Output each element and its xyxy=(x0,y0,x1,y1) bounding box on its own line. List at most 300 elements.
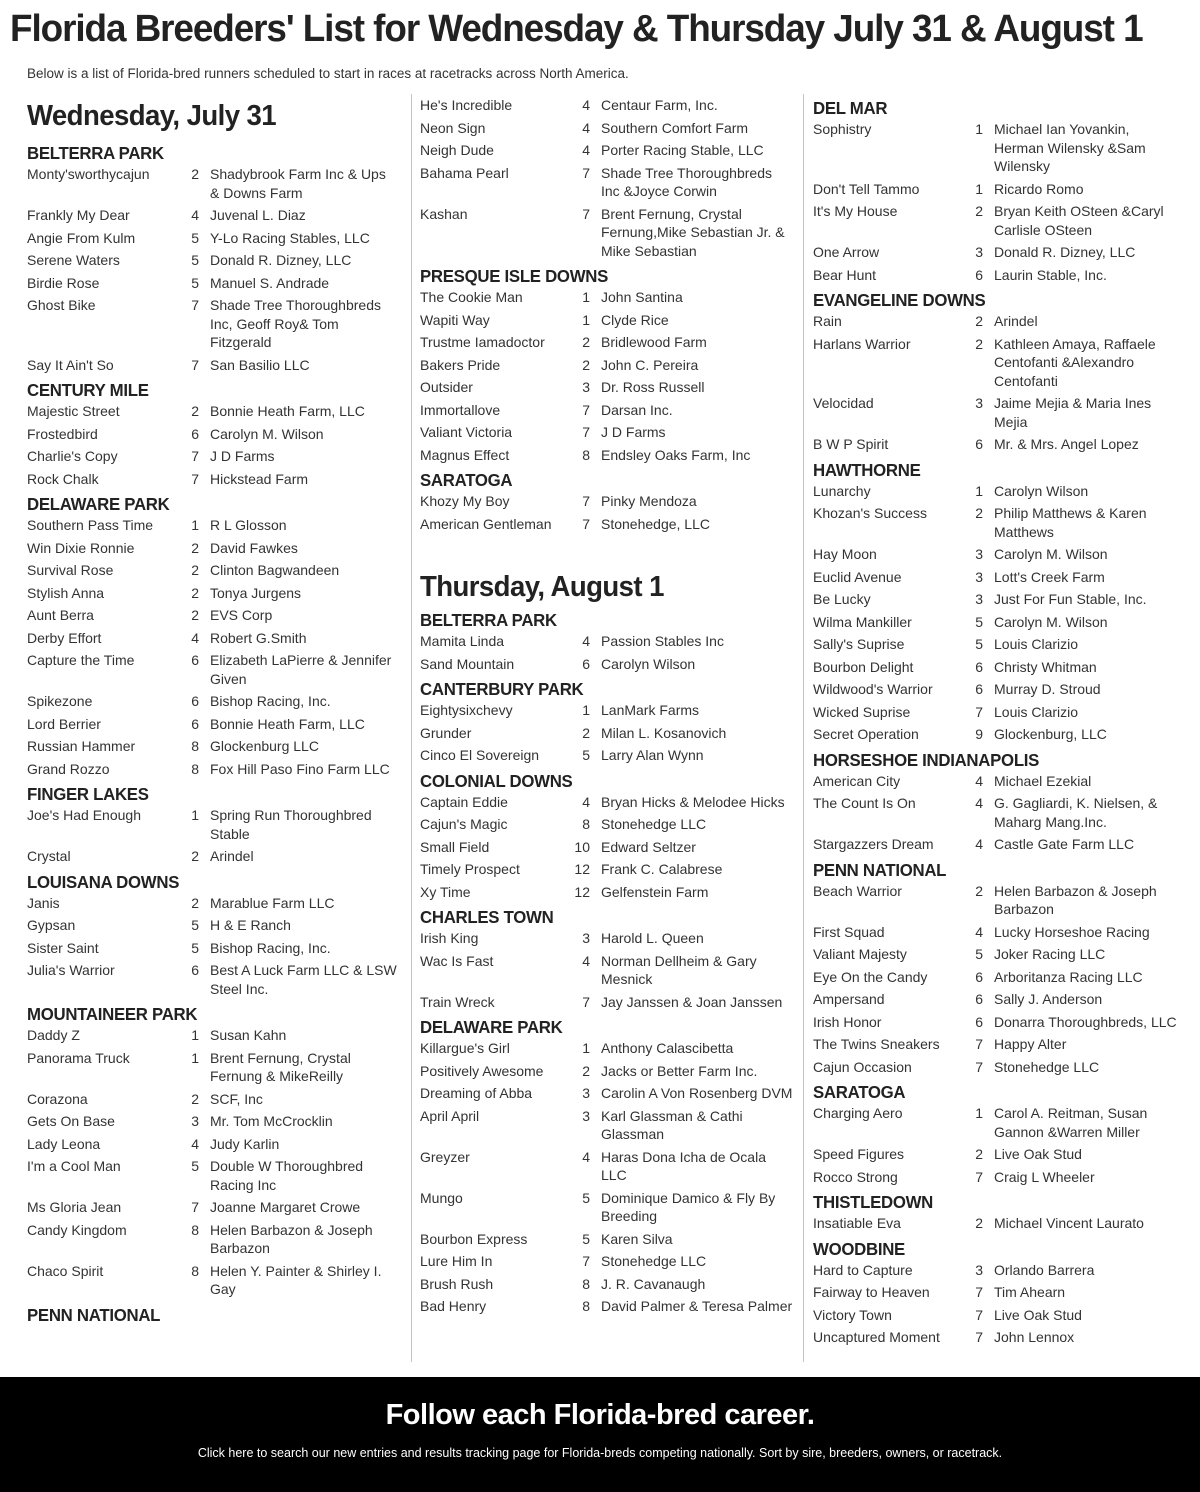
horse-name: Hay Moon xyxy=(813,546,877,562)
horse-name: Bourbon Delight xyxy=(813,658,914,675)
breeder-name: Philip Matthews & Karen Matthews xyxy=(994,505,1147,540)
horse-name: Train Wreck xyxy=(420,993,495,1010)
post-position: 2 xyxy=(975,335,983,352)
post-position: 3 xyxy=(191,1113,199,1129)
breeder-name: Carolyn M. Wilson xyxy=(994,546,1108,562)
track-group xyxy=(813,98,1178,1349)
post-position: 4 xyxy=(975,923,983,940)
entry-row xyxy=(420,653,794,676)
entry-row xyxy=(27,959,397,1000)
horse-name: It's My House xyxy=(813,203,898,219)
post-position: 5 xyxy=(191,917,199,933)
horse-name: Wac Is Fast xyxy=(420,952,494,969)
breeder-name: Karen Silva xyxy=(601,1230,673,1247)
post-position: 6 xyxy=(191,715,199,732)
horse-name: B W P Spirit xyxy=(813,436,889,452)
entry-row xyxy=(27,604,397,627)
track-group xyxy=(420,610,794,1318)
entry-row xyxy=(813,1212,1178,1235)
breeder-name: Harold L. Queen xyxy=(601,930,704,946)
entry-row xyxy=(813,1304,1178,1327)
entry-row xyxy=(813,701,1178,724)
entry-row xyxy=(27,1260,397,1301)
breeder-name: Helen Y. Painter & Shirley I. Gay xyxy=(210,1262,382,1297)
entry-row xyxy=(420,991,794,1014)
entry-row xyxy=(27,735,397,758)
breeder-name: Tim Ahearn xyxy=(994,1284,1066,1300)
post-position: 5 xyxy=(191,1158,199,1174)
horse-name: Majestic Street xyxy=(27,403,120,419)
entry-row xyxy=(813,988,1178,1011)
breeder-name: Shade Tree Thoroughbreds Inc &Joyce Corwin xyxy=(601,164,772,199)
breeder-name: Bishop Racing, Inc. xyxy=(210,693,331,709)
horse-name: Say It Ain't So xyxy=(27,356,114,373)
track-name: HAWTHORNE xyxy=(813,459,921,480)
day-heading-thursday: Thursday, August 1 xyxy=(420,571,664,603)
entry-row xyxy=(420,1060,794,1083)
horse-name: Capture the Time xyxy=(27,652,135,668)
entry-row xyxy=(27,272,397,295)
page-title: Florida Breeders' List for Wednesday & Thursday July 31 & August 1 xyxy=(10,8,1143,50)
post-position: 8 xyxy=(582,1298,590,1314)
entry-row xyxy=(27,468,397,491)
horse-name: Khozy My Boy xyxy=(420,493,510,509)
breeder-name: Endsley Oaks Farm, Inc xyxy=(601,446,751,463)
horse-name: Captain Eddie xyxy=(420,793,508,810)
breeder-name: Fox Hill Paso Fino Farm LLC xyxy=(210,760,390,777)
breeder-name: Clyde Rice xyxy=(601,311,669,328)
post-position: 2 xyxy=(975,203,983,219)
post-position: 7 xyxy=(582,424,590,440)
horse-name: April April xyxy=(420,1107,480,1124)
entry-row xyxy=(420,399,794,422)
breeder-name: Bridlewood Farm xyxy=(601,334,707,350)
breeder-name: Kathleen Amaya, Raffaele Centofanti &Alexandro Centofanti xyxy=(994,335,1156,389)
horse-name: Lady Leona xyxy=(27,1135,101,1152)
post-position: 7 xyxy=(582,205,590,222)
post-position: 1 xyxy=(191,1027,199,1043)
horse-name: Win Dixie Ronnie xyxy=(27,539,135,556)
post-position: 10 xyxy=(574,838,590,855)
breeder-name: Castle Gate Farm LLC xyxy=(994,836,1135,852)
footer-banner xyxy=(0,1377,1200,1492)
day-heading-wednesday: Wednesday, July 31 xyxy=(27,100,277,132)
post-position: 2 xyxy=(191,607,199,623)
post-position: 5 xyxy=(191,274,199,291)
post-position: 2 xyxy=(191,584,199,601)
post-position: 7 xyxy=(191,470,199,487)
entry-row xyxy=(420,421,794,444)
entry-row xyxy=(420,1273,794,1296)
entry-row xyxy=(813,880,1178,921)
entry-row xyxy=(420,699,794,722)
horse-name: Greyzer xyxy=(420,1148,470,1165)
breeder-name: Glockenburg LLC xyxy=(210,738,319,754)
post-position: 5 xyxy=(975,636,983,652)
horse-name: Russian Hammer xyxy=(27,738,136,754)
post-position: 2 xyxy=(191,894,199,911)
horse-name: Grand Rozzo xyxy=(27,760,110,777)
entry-row xyxy=(420,513,794,536)
horse-name: Wildwood's Warrior xyxy=(813,681,933,697)
horse-name: Candy Kingdom xyxy=(27,1221,127,1238)
breeder-name: Frank C. Calabrese xyxy=(601,861,723,877)
entry-row xyxy=(27,1219,397,1260)
track-name: CANTERBURY PARK xyxy=(420,679,584,699)
breeder-name: Carolin A Von Rosenberg DVM xyxy=(601,1085,793,1101)
horse-name: Trustme Iamadoctor xyxy=(420,334,545,350)
track-name: EVANGELINE DOWNS xyxy=(813,290,986,310)
horse-name: Brush Rush xyxy=(420,1275,494,1292)
breeder-name: Donald R. Dizney, LLC xyxy=(994,244,1136,260)
horse-name: Gypsan xyxy=(27,917,76,933)
horse-name: Wicked Suprise xyxy=(813,703,911,720)
horse-name: Khozan's Success xyxy=(813,505,927,521)
horse-name: Mungo xyxy=(420,1189,463,1206)
track-name: SARATOGA xyxy=(420,470,513,490)
post-position: 7 xyxy=(191,356,199,373)
post-position: 1 xyxy=(582,311,590,328)
post-position: 2 xyxy=(191,1090,199,1107)
post-position: 7 xyxy=(975,1036,983,1052)
track-name: CHARLES TOWN xyxy=(420,907,554,927)
horse-name: Harlans Warrior xyxy=(813,335,911,352)
horse-name: Beach Warrior xyxy=(813,882,902,899)
entry-row xyxy=(27,937,397,960)
entry-row xyxy=(813,833,1178,856)
horse-name: American City xyxy=(813,772,901,789)
post-position: 3 xyxy=(582,930,590,946)
entry-row xyxy=(813,1102,1178,1143)
breeder-name: Sally J. Anderson xyxy=(994,991,1103,1007)
horse-name: Eightysixchevy xyxy=(420,702,513,718)
entry-row xyxy=(420,331,794,354)
horse-name: First Squad xyxy=(813,923,885,940)
post-position: 4 xyxy=(582,633,590,649)
breeder-name: Mr. & Mrs. Angel Lopez xyxy=(994,436,1139,452)
post-position: 7 xyxy=(582,1253,590,1269)
breeder-name: Bryan Keith OSteen &Caryl Carlisle OSteen xyxy=(994,203,1164,238)
post-position: 6 xyxy=(582,655,590,672)
entry-row xyxy=(813,1326,1178,1349)
horse-name: Rocco Strong xyxy=(813,1168,898,1185)
track-name: LOUISANA DOWNS xyxy=(27,871,180,892)
horse-name: Velocidad xyxy=(813,395,874,411)
horse-name: Xy Time xyxy=(420,883,471,900)
horse-name: Joe's Had Enough xyxy=(27,807,141,823)
horse-name: Rain xyxy=(813,313,842,329)
horse-name: Euclid Avenue xyxy=(813,568,902,585)
entry-row xyxy=(27,559,397,582)
horse-name: Julia's Warrior xyxy=(27,962,115,978)
post-position: 8 xyxy=(582,1275,590,1292)
post-position: 8 xyxy=(191,760,199,777)
horse-name: Aunt Berra xyxy=(27,607,94,623)
breeder-name: Live Oak Stud xyxy=(994,1146,1082,1162)
column-1 xyxy=(27,94,397,1362)
entry-row xyxy=(420,950,794,991)
horse-name: Positively Awesome xyxy=(420,1062,544,1079)
entry-row xyxy=(813,264,1178,287)
horse-name: Be Lucky xyxy=(813,591,871,607)
post-position: 3 xyxy=(582,1085,590,1101)
horse-name: Frankly My Dear xyxy=(27,207,130,223)
breeder-name: Louis Clarizio xyxy=(994,636,1079,652)
post-position: 2 xyxy=(582,724,590,741)
horse-name: Outsider xyxy=(420,379,473,395)
breeder-name: Best A Luck Farm LLC & LSW Steel Inc. xyxy=(210,962,397,997)
entry-row xyxy=(27,713,397,736)
entry-row xyxy=(27,294,397,354)
entry-row xyxy=(813,433,1178,456)
entry-row xyxy=(27,400,397,423)
breeder-name: Judy Karlin xyxy=(210,1135,280,1152)
track-group xyxy=(420,266,794,535)
horse-name: The Twins Sneakers xyxy=(813,1036,940,1052)
entry-row xyxy=(27,537,397,560)
breeder-name: Shade Tree Thoroughbreds Inc, Geoff Roy& Tom Fitzgerald xyxy=(210,297,381,350)
entry-row xyxy=(813,241,1178,264)
horse-name: The Cookie Man xyxy=(420,289,523,305)
horse-name: Gets On Base xyxy=(27,1113,115,1129)
follow-career-link[interactable]: Follow each Florida-bred career. xyxy=(385,1399,815,1431)
post-position: 5 xyxy=(582,1230,590,1247)
post-position: 7 xyxy=(191,1199,199,1215)
horse-name: Lunarchy xyxy=(813,482,871,499)
entry-row xyxy=(27,1024,397,1047)
breeder-name: Arindel xyxy=(994,313,1038,329)
post-position: 7 xyxy=(191,448,199,464)
entry-row xyxy=(27,690,397,713)
breeder-name: Haras Dona Icha de Ocala LLC xyxy=(601,1148,766,1183)
entry-row xyxy=(813,792,1178,833)
track-name: BELTERRA PARK xyxy=(420,610,557,630)
entry-row xyxy=(420,722,794,745)
breeder-name: Christy Whitman xyxy=(994,658,1097,675)
horse-name: Valiant Majesty xyxy=(813,946,907,962)
post-position: 2 xyxy=(191,562,199,578)
entry-row xyxy=(420,490,794,513)
breeder-name: Michael Ezekial xyxy=(994,772,1092,789)
entry-row xyxy=(27,354,397,377)
post-position: 7 xyxy=(582,493,590,509)
track-name: WOODBINE xyxy=(813,1238,905,1259)
horse-name: Monty'sworthycajun xyxy=(27,166,150,182)
breeder-name: G. Gagliardi, K. Nielsen, & Maharg Mang.Inc. xyxy=(994,795,1158,830)
entry-row xyxy=(420,1187,794,1228)
breeder-name: Manuel S. Andrade xyxy=(210,274,330,291)
entry-row xyxy=(27,227,397,250)
entry-row xyxy=(813,1033,1178,1056)
breeder-name: Mr. Tom McCrocklin xyxy=(210,1113,333,1129)
post-position: 6 xyxy=(975,681,983,697)
post-position: 2 xyxy=(191,848,199,864)
entry-row xyxy=(27,204,397,227)
entry-row xyxy=(813,333,1178,393)
entry-row xyxy=(27,1047,397,1088)
entry-row xyxy=(420,117,794,140)
breeder-name: Stonehedge LLC xyxy=(601,1253,707,1269)
horse-name: Lure Him In xyxy=(420,1253,493,1269)
breeder-name: Glockenburg, LLC xyxy=(994,726,1107,742)
breeder-name: Y-Lo Racing Stables, LLC xyxy=(210,229,370,246)
breeder-name: Southern Comfort Farm xyxy=(601,119,749,136)
breeder-name: Karl Glassman & Cathi Glassman xyxy=(601,1107,743,1142)
breeder-name: Edward Seltzer xyxy=(601,838,696,855)
entry-row xyxy=(27,1088,397,1111)
entry-row xyxy=(27,249,397,272)
post-position: 1 xyxy=(191,517,199,533)
post-position: 6 xyxy=(975,1013,983,1030)
horse-name: Rock Chalk xyxy=(27,470,99,487)
post-position: 7 xyxy=(582,401,590,418)
post-position: 2 xyxy=(191,539,199,556)
breeder-name: SCF, Inc xyxy=(210,1090,263,1107)
horse-name: Sophistry xyxy=(813,121,872,137)
post-position: 4 xyxy=(975,836,983,852)
entry-row xyxy=(27,582,397,605)
breeder-name: Clinton Bagwandeen xyxy=(210,562,340,578)
breeder-name: Carolyn Wilson xyxy=(994,482,1089,499)
post-position: 7 xyxy=(975,1306,983,1323)
breeder-name: Bryan Hicks & Melodee Hicks xyxy=(601,793,785,810)
post-position: 1 xyxy=(975,180,983,197)
horse-name: He's Incredible xyxy=(420,97,513,113)
breeder-name: Bishop Racing, Inc. xyxy=(210,939,331,956)
post-position: 6 xyxy=(191,962,199,978)
horse-name: Bear Hunt xyxy=(813,266,877,283)
track-name: DELAWARE PARK xyxy=(27,494,170,514)
breeder-name: Lucky Horseshoe Racing xyxy=(994,923,1150,940)
horse-name: Insatiable Eva xyxy=(813,1215,901,1231)
breeder-name: David Palmer & Teresa Palmer xyxy=(601,1298,793,1314)
horse-name: Wilma Mankiller xyxy=(813,613,912,630)
track-name: THISTLEDOWN xyxy=(813,1192,934,1212)
post-position: 3 xyxy=(975,591,983,607)
entry-row xyxy=(420,162,794,203)
post-position: 4 xyxy=(582,119,590,136)
entry-row xyxy=(420,1082,794,1105)
post-position: 1 xyxy=(582,702,590,718)
entry-row xyxy=(27,423,397,446)
entry-row xyxy=(813,543,1178,566)
horse-name: Bakers Pride xyxy=(420,356,501,373)
horse-name: Southern Pass Time xyxy=(27,517,154,533)
horse-name: Panorama Truck xyxy=(27,1049,130,1066)
post-position: 6 xyxy=(975,266,983,283)
horse-name: Janis xyxy=(27,894,60,911)
breeder-name: J D Farms xyxy=(210,448,275,464)
horse-name: Speed Figures xyxy=(813,1146,905,1162)
entry-row xyxy=(420,813,794,836)
horse-name: American Gentleman xyxy=(420,515,552,532)
post-position: 2 xyxy=(975,505,983,521)
post-position: 5 xyxy=(582,1189,590,1206)
track-name: PRESQUE ISLE DOWNS xyxy=(420,266,609,286)
breeder-name: Milan L. Kosanovich xyxy=(601,724,727,741)
track-name: HORSESHOE INDIANAPOLIS xyxy=(813,749,1040,770)
post-position: 6 xyxy=(975,968,983,985)
horse-name: Neon Sign xyxy=(420,119,486,136)
breeder-name: Arindel xyxy=(210,848,254,864)
horse-name: Killargue's Girl xyxy=(420,1040,510,1056)
horse-name: Irish Honor xyxy=(813,1013,882,1030)
entry-row xyxy=(813,770,1178,793)
entry-row xyxy=(420,1295,794,1318)
post-position: 5 xyxy=(582,747,590,763)
entry-row xyxy=(813,921,1178,944)
breeder-name: Helen Barbazon & Joseph Barbazon xyxy=(210,1221,373,1256)
horse-name: Eye On the Candy xyxy=(813,968,928,985)
breeder-name: Marablue Farm LLC xyxy=(210,894,335,911)
post-position: 5 xyxy=(975,946,983,962)
post-position: 7 xyxy=(975,703,983,720)
entry-row xyxy=(813,1143,1178,1166)
entry-row xyxy=(420,858,794,881)
breeder-name: Passion Stables Inc xyxy=(601,633,724,649)
search-tracking-page-link[interactable]: Click here to search our new entries and results tracking page for Florida-breds competing nationally. Sort by sire, breeders, owners, or racetrack. xyxy=(197,1446,1003,1460)
horse-name: Valiant Victoria xyxy=(420,424,513,440)
horse-name: Mamita Linda xyxy=(420,633,505,649)
breeder-name: Elizabeth LaPierre & Jennifer Given xyxy=(210,652,392,687)
entry-row xyxy=(813,1281,1178,1304)
horse-name: Lord Berrier xyxy=(27,715,101,732)
post-position: 4 xyxy=(582,952,590,969)
horse-name: Hard to Capture xyxy=(813,1261,913,1278)
post-position: 6 xyxy=(191,652,199,668)
post-position: 8 xyxy=(191,1221,199,1238)
entry-row xyxy=(27,445,397,468)
post-position: 9 xyxy=(975,726,983,742)
breeder-name: Murray D. Stroud xyxy=(994,681,1101,697)
breeder-name: Joanne Margaret Crowe xyxy=(210,1199,361,1215)
entry-row xyxy=(27,1133,397,1156)
breeder-name: J. R. Cavanaugh xyxy=(601,1275,706,1292)
breeder-name: Bonnie Heath Farm, LLC xyxy=(210,403,365,419)
post-position: 2 xyxy=(975,313,983,329)
horse-name: Ampersand xyxy=(813,991,885,1007)
horse-name: Survival Rose xyxy=(27,562,114,578)
horse-name: Bad Henry xyxy=(420,1298,487,1314)
post-position: 4 xyxy=(191,629,199,646)
entry-row xyxy=(420,836,794,859)
horse-name: Daddy Z xyxy=(27,1027,80,1043)
entry-row xyxy=(27,758,397,781)
entry-row xyxy=(813,656,1178,679)
post-position: 2 xyxy=(975,882,983,899)
horse-name: Neigh Dude xyxy=(420,142,494,158)
post-position: 7 xyxy=(191,297,199,313)
breeder-name: Orlando Barrera xyxy=(994,1261,1095,1278)
post-position: 2 xyxy=(975,1146,983,1162)
post-position: 7 xyxy=(582,993,590,1010)
post-position: 3 xyxy=(582,379,590,395)
horse-name: Sister Saint xyxy=(27,939,99,956)
breeder-name: Donald R. Dizney, LLC xyxy=(210,252,352,268)
breeder-name: Stonehedge, LLC xyxy=(601,515,710,532)
horse-name: Bourbon Express xyxy=(420,1230,528,1247)
post-position: 4 xyxy=(191,1135,199,1152)
breeder-name: John C. Pereira xyxy=(601,356,699,373)
entry-row xyxy=(813,178,1178,201)
horse-name: Sand Mountain xyxy=(420,655,515,672)
breeder-name: Dr. Ross Russell xyxy=(601,379,705,395)
track-name: SARATOGA xyxy=(813,1082,906,1102)
entry-row xyxy=(813,723,1178,746)
post-position: 4 xyxy=(975,795,983,811)
breeder-name: Double W Thoroughbred Racing Inc xyxy=(210,1158,364,1193)
entry-row xyxy=(813,310,1178,333)
